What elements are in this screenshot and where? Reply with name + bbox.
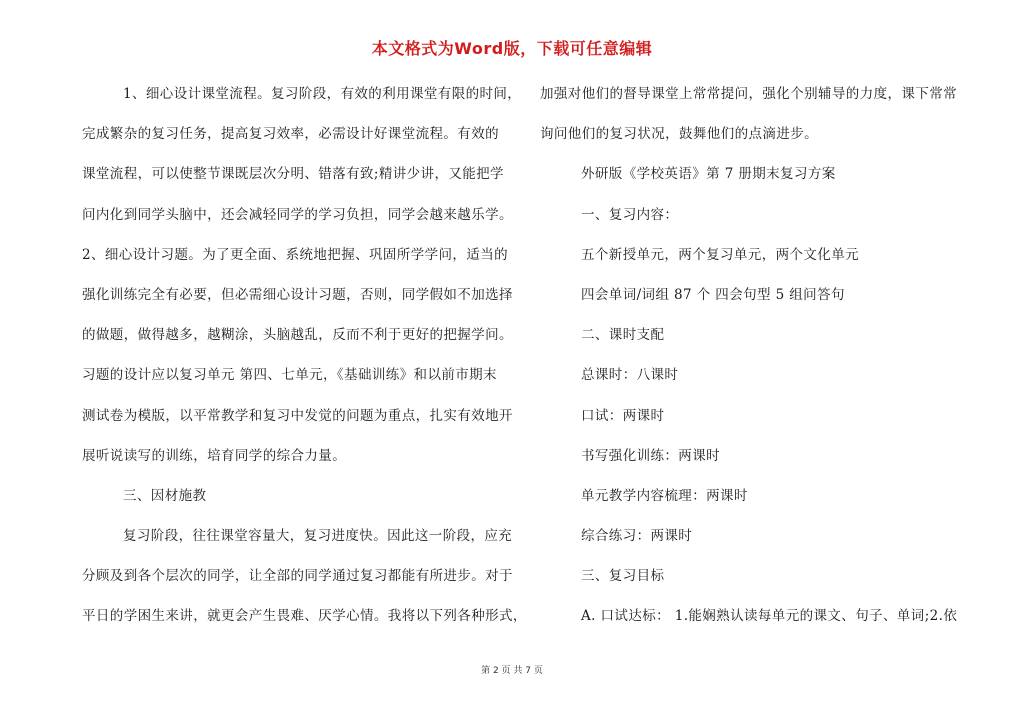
paragraph-line: 展听说读写的训练，培育同学的综合力量。 [82, 447, 347, 464]
document-subtitle: 外研版《学校英语》第 7 册期末复习方案 [581, 166, 836, 183]
page-footer: 第 2 页 共 7 页 [481, 666, 543, 676]
paragraph-line: 五个新授单元，两个复习单元，两个文化单元 [581, 246, 859, 263]
paragraph-line: 平日的学困生来讲，就更会产生畏难、厌学心情。我将以下列各种形式， [82, 608, 527, 625]
paragraph-line: 问内化到同学头脑中，还会减轻同学的学习负担，同学会越来越乐学。 [82, 206, 513, 223]
paragraph-line: 1、细心设计课堂流程。复习阶段，有效的利用课堂有限的时间， [123, 86, 522, 102]
paragraph-line: 单元教学内容梳理：两课时 [581, 487, 748, 504]
paragraph-line: 复习阶段，往往课堂容量大，复习进度快。因此这一阶段，应充 [123, 528, 513, 545]
document-banner: 本文格式为Word版，下载可任意编辑 [371, 39, 653, 58]
paragraph-line: 完成繁杂的复习任务，提高复习效率，必需设计好课堂流程。有效的 [82, 126, 499, 143]
paragraph-line: 加强对他们的督导课堂上常常提问，强化个别辅导的力度，课下常常 [540, 86, 957, 102]
paragraph-line: 强化训练完全有必要，但必需细心设计习题，否则，同学假如不加选择 [82, 286, 513, 303]
right-column [540, 80, 970, 643]
paragraph-line: 口试：两课时 [581, 407, 665, 424]
paragraph-line: 四会单词/词组 87 个 四会句型 5 组问答句 [581, 286, 845, 303]
paragraph-line: 书写强化训练：两课时 [581, 447, 720, 464]
paragraph-line: 的做题，做得越多，越糊涂，头脑越乱，反而不利于更好的把握学问。 [82, 327, 513, 344]
section-heading: 二、课时支配 [581, 327, 665, 344]
paragraph-line: 分顾及到各个层次的同学，让全部的同学通过复习都能有所进步。对于 [82, 568, 513, 585]
paragraph-line: 总课时：八课时 [581, 367, 679, 384]
paragraph-line: A. 口试达标： 1.能娴熟认读每单元的课文、句子、单词;2.依 [581, 608, 958, 625]
paragraph-line: 课堂流程，可以使整节课既层次分明、错落有致;精讲少讲，又能把学 [82, 166, 504, 183]
paragraph-line: 习题的设计应以复习单元 第四、七单元，《基础训练》和以前市期末 [82, 367, 497, 384]
paragraph-line: 综合练习：两课时 [581, 528, 693, 545]
paragraph-line: 测试卷为模版，以平常教学和复习中发觉的问题为重点，扎实有效地开 [82, 407, 513, 424]
section-heading: 一、复习内容： [581, 206, 679, 223]
paragraph-line: 询问他们的复习状况，鼓舞他们的点滴进步。 [540, 126, 818, 143]
section-heading: 三、因材施教 [123, 487, 207, 504]
section-heading: 三、复习目标 [581, 568, 665, 585]
left-column [82, 80, 527, 643]
paragraph-line: 2、细心设计习题。为了更全面、系统地把握、巩固所学学问，适当的 [82, 246, 508, 263]
